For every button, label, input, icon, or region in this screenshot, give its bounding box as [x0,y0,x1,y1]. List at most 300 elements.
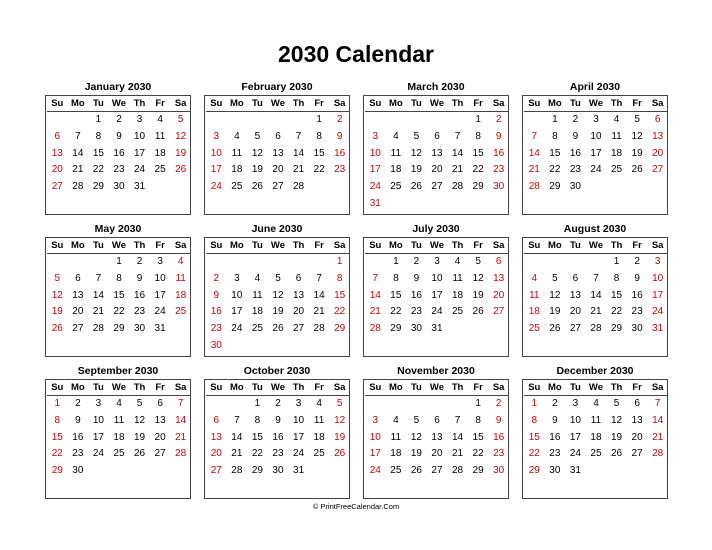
day-cell: 27 [631,448,643,460]
day-cell: 28 [528,181,540,193]
page-title: 2030 Calendar [278,41,434,67]
day-cell: 20 [569,306,581,318]
day-cell: 20 [431,164,443,176]
month-name: July 2030 [412,223,460,235]
day-cell: 18 [175,289,187,301]
day-cell: 4 [316,398,322,409]
day-cell: 27 [72,323,84,335]
day-cell: 17 [231,306,243,318]
day-cell: 2 [572,114,579,125]
day-cell: 26 [272,323,284,335]
empty-cell [47,254,68,271]
weekday-header: Tu [406,238,427,254]
weekday-header: Su [206,96,227,112]
day-cell: 15 [390,289,402,301]
day-cell: 27 [493,306,505,318]
day-cell: 4 [393,414,399,426]
day-cell: 8 [475,414,481,426]
day-cell: 23 [631,306,643,318]
day-cell: 15 [528,431,540,443]
day-cell: 9 [275,414,281,426]
day-cell: 7 [593,272,599,284]
day-cell: 6 [572,272,579,284]
day-cell: 20 [631,431,643,443]
month-name: November 2030 [397,365,475,377]
day-cell: 7 [454,414,461,426]
month-block [363,364,509,499]
day-cell: 13 [493,272,505,284]
day-cell: 26 [334,448,346,460]
day-cell: 26 [549,323,561,335]
day-cell: 6 [275,130,281,142]
day-cell: 1 [116,256,122,267]
weekday-header: Sa [329,238,350,254]
day-cell: 25 [251,323,263,335]
day-cell: 10 [569,414,581,426]
day-cell: 15 [51,431,63,443]
day-cell: 7 [234,414,240,426]
day-cell: 5 [254,130,261,142]
day-cell: 18 [231,164,243,176]
month-grid-box [45,95,191,215]
weekday-header: Su [47,238,68,254]
day-cell: 1 [95,114,102,125]
day-cell: 4 [157,114,163,125]
day-cell: 17 [133,147,146,159]
day-grid [524,380,667,480]
month-name: April 2030 [569,81,621,93]
day-cell: 22 [113,306,125,318]
month-block [522,80,668,215]
day-cell: 8 [336,272,343,284]
day-cell: 20 [272,164,284,176]
day-cell: 14 [451,147,464,159]
day-cell: 19 [51,306,63,318]
day-cell: 28 [451,181,464,193]
day-cell: 19 [175,147,187,159]
weekday-header: Th [447,238,468,254]
month-name: October 2030 [243,365,311,377]
day-cell: 14 [92,289,104,301]
weekday-header: Mo [545,238,566,254]
day-cell: 24 [292,448,305,460]
day-cell: 2 [336,114,343,125]
weekday-header: We [586,238,607,254]
weekday-header: Su [524,96,545,112]
day-cell: 8 [613,272,620,284]
day-cell: 30 [72,465,84,477]
day-cell: 3 [654,256,661,267]
day-cell: 29 [610,323,623,335]
day-cell: 9 [495,130,502,142]
day-cell: 27 [292,323,305,335]
day-cell: 16 [493,431,505,443]
day-cell: 5 [336,398,343,409]
day-cell: 24 [431,306,443,318]
day-cell: 29 [334,323,346,335]
day-cell: 24 [369,181,381,193]
day-cell: 25 [610,164,623,176]
day-cell: 11 [529,289,540,301]
month-block [45,222,191,357]
day-cell: 8 [552,130,558,142]
day-cell: 15 [92,147,104,159]
day-cell: 13 [569,289,581,301]
day-cell: 7 [316,272,322,284]
weekday-header: Sa [488,96,509,112]
day-cell: 20 [292,306,305,318]
day-cell: 25 [528,323,540,335]
month-block [45,364,191,499]
day-cell: 16 [113,147,125,159]
day-cell: 15 [472,431,484,443]
weekday-header: Th [606,380,627,396]
weekday-header: We [427,238,448,254]
day-cell: 30 [133,323,146,335]
day-cell: 14 [231,431,243,443]
day-cell: 3 [213,130,220,142]
day-cell: 31 [431,323,443,335]
day-cell: 28 [451,465,464,477]
day-cell: 5 [634,114,640,125]
day-cell: 23 [72,448,84,460]
weekday-header: Mo [386,96,407,112]
day-cell: 23 [133,306,146,318]
day-cell: 10 [369,147,381,159]
day-cell: 5 [552,272,558,284]
day-cell: 22 [528,448,540,460]
day-cell: 18 [390,448,402,460]
day-cell: 21 [92,306,104,318]
day-cell: 25 [390,181,402,193]
weekday-header: Th [447,380,468,396]
day-cell: 11 [452,272,463,284]
month-name: February 2030 [241,81,313,93]
weekday-header: Su [206,380,227,396]
day-cell: 10 [92,414,104,426]
weekday-header: Tu [247,96,268,112]
day-cell: 4 [116,398,122,409]
day-cell: 17 [369,164,381,176]
day-cell: 28 [72,181,84,193]
day-cell: 17 [92,431,104,443]
month-name: June 2030 [251,223,303,235]
weekday-header: We [268,96,289,112]
weekday-header: Su [206,238,227,254]
weekday-header: Th [447,96,468,112]
month-grid-box [522,379,668,499]
day-cell: 23 [493,448,505,460]
month-block [363,222,509,357]
weekday-header: Fr [150,238,171,254]
day-cell: 16 [272,431,284,443]
empty-cell [427,396,448,413]
empty-cell [206,396,227,413]
weekday-header: Su [524,238,545,254]
day-cell: 7 [177,398,184,409]
weekday-header: Sa [170,96,191,112]
day-cell: 31 [369,197,381,209]
empty-cell [88,254,109,271]
day-cell: 8 [316,130,322,142]
day-cell: 20 [431,448,443,460]
day-cell: 15 [251,431,263,443]
weekday-header: Sa [647,96,668,112]
day-grid [365,238,508,338]
day-cell: 19 [133,431,146,443]
month-grid-box [45,237,191,357]
weekday-header: Fr [309,380,330,396]
day-cell: 8 [475,130,481,142]
day-cell: 17 [590,147,602,159]
day-cell: 12 [251,147,263,159]
day-cell: 2 [495,398,502,409]
day-grid [206,238,349,355]
day-grid [206,96,349,196]
day-cell: 5 [136,398,143,409]
day-cell: 10 [431,272,443,284]
day-cell: 31 [569,465,581,477]
weekday-header: Mo [386,238,407,254]
empty-cell [288,112,309,129]
day-cell: 30 [569,181,581,193]
day-cell: 8 [95,130,102,142]
day-cell: 3 [295,398,302,409]
day-cell: 1 [531,398,538,409]
weekday-header: Su [47,96,68,112]
weekday-header: Th [288,238,309,254]
day-cell: 16 [549,431,561,443]
day-cell: 31 [652,323,664,335]
weekday-header: Sa [329,380,350,396]
day-cell: 23 [549,448,561,460]
empty-cell [365,396,386,413]
weekday-header: Su [365,380,386,396]
day-cell: 1 [254,398,261,409]
weekday-header: Sa [647,238,668,254]
day-cell: 21 [72,164,84,176]
day-cell: 1 [475,398,481,409]
day-cell: 24 [154,306,166,318]
month-block [204,364,350,499]
day-cell: 22 [472,448,484,460]
month-grid-box [204,95,350,215]
day-cell: 13 [272,147,284,159]
day-cell: 1 [475,114,481,125]
weekday-header: Tu [565,238,586,254]
weekday-header: Sa [329,96,350,112]
day-cell: 28 [590,323,602,335]
empty-cell [288,254,309,271]
weekday-header: Fr [627,380,648,396]
day-cell: 4 [234,130,240,142]
day-cell: 5 [413,130,420,142]
day-cell: 12 [549,289,561,301]
day-cell: 6 [157,398,163,409]
day-cell: 14 [451,431,464,443]
day-grid [206,380,349,480]
day-cell: 26 [251,181,263,193]
empty-cell [247,112,268,129]
day-cell: 28 [369,323,381,335]
day-cell: 7 [295,130,302,142]
day-cell: 14 [292,147,305,159]
empty-cell [206,254,227,271]
weekday-header: Mo [68,380,89,396]
day-cell: 28 [92,323,104,335]
month-name: December 2030 [556,365,634,377]
day-cell: 3 [593,114,599,125]
day-grid [47,238,190,338]
day-cell: 13 [431,147,443,159]
weekday-header: Mo [227,380,248,396]
day-cell: 9 [634,272,640,284]
day-cell: 20 [493,289,505,301]
day-cell: 22 [549,164,561,176]
weekday-header: Fr [309,238,330,254]
day-cell: 20 [154,431,166,443]
day-cell: 15 [113,289,125,301]
day-cell: 17 [210,164,222,176]
weekday-header: Fr [468,238,489,254]
day-cell: 27 [272,181,284,193]
day-cell: 25 [154,164,166,176]
weekday-header: We [586,380,607,396]
weekday-header: Tu [406,96,427,112]
day-cell: 10 [231,289,243,301]
day-cell: 16 [631,289,643,301]
day-cell: 29 [472,465,484,477]
day-cell: 5 [177,114,184,125]
day-cell: 16 [210,306,222,318]
day-cell: 6 [213,414,220,426]
day-cell: 20 [652,147,664,159]
day-cell: 23 [410,306,422,318]
month-block [204,80,350,215]
day-grid [47,96,190,196]
day-cell: 15 [549,147,561,159]
day-cell: 7 [454,130,461,142]
day-cell: 23 [113,164,125,176]
weekday-header: Mo [545,380,566,396]
day-cell: 8 [254,414,261,426]
day-cell: 11 [252,289,263,301]
day-cell: 26 [410,465,422,477]
day-cell: 24 [92,448,104,460]
day-cell: 26 [631,164,643,176]
day-cell: 10 [590,130,602,142]
weekday-header: Mo [545,96,566,112]
day-cell: 18 [590,431,602,443]
day-cell: 6 [495,256,502,267]
day-cell: 3 [572,398,579,409]
day-cell: 21 [652,431,664,443]
day-cell: 13 [51,147,63,159]
weekday-header: Mo [386,380,407,396]
day-cell: 15 [313,147,325,159]
day-cell: 28 [175,448,187,460]
empty-cell [309,254,330,271]
day-cell: 16 [493,147,505,159]
weekday-header: Tu [565,380,586,396]
month-name: January 2030 [84,81,152,93]
day-cell: 24 [590,164,602,176]
day-cell: 10 [154,272,166,284]
day-cell: 18 [251,306,263,318]
day-cell: 21 [231,448,243,460]
empty-cell [406,112,427,129]
day-cell: 19 [472,289,484,301]
day-cell: 27 [569,323,581,335]
empty-cell [406,396,427,413]
day-cell: 8 [531,414,538,426]
day-cell: 9 [336,130,343,142]
weekday-header: We [427,380,448,396]
empty-cell [68,254,89,271]
day-cell: 15 [472,147,484,159]
day-cell: 28 [292,181,305,193]
day-cell: 22 [313,164,325,176]
day-cell: 1 [54,398,61,409]
day-cell: 12 [51,289,63,301]
weekday-header: We [268,380,289,396]
day-cell: 2 [552,398,558,409]
day-cell: 26 [51,323,63,335]
day-cell: 17 [569,431,581,443]
empty-cell [68,112,89,129]
weekday-header: Su [47,380,68,396]
day-cell: 25 [175,306,187,318]
day-cell: 12 [631,130,643,142]
day-cell: 2 [116,114,122,125]
day-cell: 5 [413,414,420,426]
weekday-header: Tu [247,238,268,254]
weekday-header: Mo [227,238,248,254]
weekday-header: Th [129,238,150,254]
weekday-header: Tu [565,96,586,112]
day-cell: 11 [113,414,125,426]
day-cell: 9 [75,414,81,426]
day-cell: 5 [275,272,281,284]
day-cell: 20 [51,164,63,176]
day-cell: 3 [372,130,379,142]
day-cell: 7 [654,398,661,409]
day-cell: 13 [631,414,643,426]
day-cell: 10 [133,130,146,142]
day-cell: 16 [410,289,422,301]
day-cell: 18 [113,431,125,443]
weekday-header: Sa [170,238,191,254]
weekday-header: Su [524,380,545,396]
day-cell: 19 [410,448,422,460]
day-cell: 24 [231,323,243,335]
day-cell: 6 [75,272,81,284]
day-cell: 21 [292,164,305,176]
day-cell: 29 [251,465,263,477]
day-cell: 19 [410,164,422,176]
empty-cell [586,254,607,271]
month-name: September 2030 [77,365,159,377]
day-cell: 27 [431,465,443,477]
day-cell: 7 [75,130,81,142]
day-cell: 10 [210,147,222,159]
day-cell: 21 [528,164,540,176]
day-cell: 10 [369,431,381,443]
day-cell: 29 [472,181,484,193]
day-cell: 19 [272,306,284,318]
empty-cell [47,112,68,129]
day-cell: 2 [413,256,420,267]
